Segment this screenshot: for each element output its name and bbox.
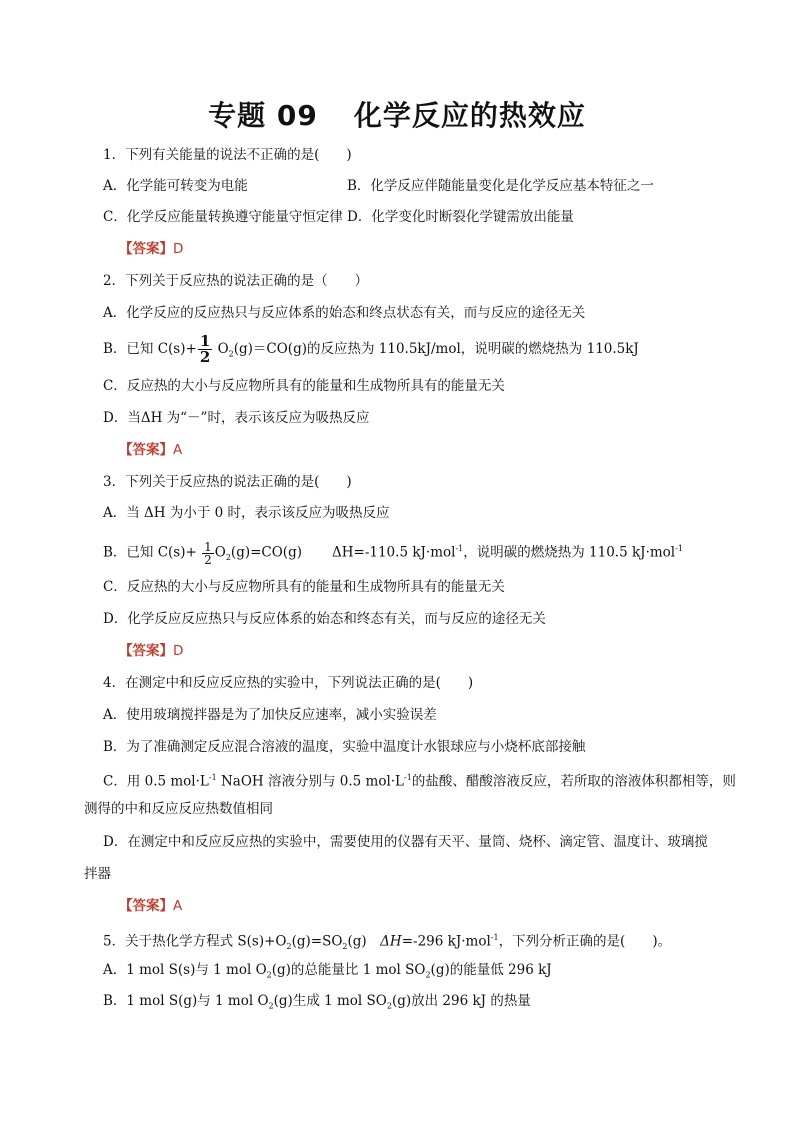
answer-label: 【答案】 xyxy=(119,898,173,914)
q3-answer xyxy=(119,641,183,661)
page-title xyxy=(0,94,794,134)
q1-stem: 1．下列有关能量的说法不正确的是( ) xyxy=(103,147,352,163)
q1-option-a: A．化学能可转变为电能 xyxy=(103,178,248,194)
superscript: -1 xyxy=(404,773,412,782)
q5-option-b xyxy=(103,991,531,1017)
q2-b-text: B．已知 C(s)+ xyxy=(103,341,197,357)
q5-stem-4: =-296 kJ·mol xyxy=(401,933,491,950)
q5-a-2: (g)的总能量比 1 mol SO xyxy=(271,962,426,978)
superscript: -1 xyxy=(675,544,683,553)
superscript: -1 xyxy=(208,773,217,782)
q5-b-2: (g)生成 1 mol SO xyxy=(273,993,387,1009)
q5-stem-3: (g) xyxy=(347,933,381,950)
q1-option-c: C．化学反应能量转换遵守能量守恒定律 xyxy=(103,209,343,225)
q4-c-text-2: NaOH 溶液分别与 0.5 mol·L xyxy=(216,773,405,790)
superscript: -1 xyxy=(455,544,464,553)
fraction-one-half xyxy=(198,334,212,365)
frac-num: 1 xyxy=(199,332,211,350)
q2-answer xyxy=(119,440,182,460)
q5-a-3: (g)的能量低 296 kJ xyxy=(430,962,552,978)
q3-b-text-post: ，说明碳的燃烧热为 110.5 kJ·mol xyxy=(463,544,676,561)
q4-option-b: B．为了准确测定反应混合溶液的温度，实验中温度计水银球应与小烧杯底部接触 xyxy=(103,739,586,755)
q5-stem-2: (g)=SO xyxy=(291,933,343,950)
q5-b-3: (g)放出 296 kJ 的热量 xyxy=(391,993,531,1009)
q4-c-text-1: C．用 0.5 mol·L xyxy=(103,773,209,790)
q3-option-a: A．当 ΔH 为小于 0 时，表示该反应为吸热反应 xyxy=(103,505,390,521)
q2-b-o2: O xyxy=(217,341,229,357)
q4-option-c-cont: 测得的中和反应反应热数值相同 xyxy=(84,801,273,817)
superscript: -1 xyxy=(490,933,499,942)
q2-stem: 2．下列关于反应热的说法正确的是（ ） xyxy=(103,273,369,289)
title-number: 09 xyxy=(276,99,318,132)
q2-option-d: D．当ΔH 为“－”时，表示该反应为吸热反应 xyxy=(103,410,370,426)
q3-option-d: D．化学反应反应热只与反应体系的始态和终态有关，而与反应的途径无关 xyxy=(103,611,546,627)
q4-option-d: D．在测定中和反应反应热的实验中，需要使用的仪器有天平、量筒、烧杯、滴定管、温度计、玻璃搅 xyxy=(103,834,708,850)
q5-a-1: A．1 mol S(s)与 1 mol O xyxy=(103,962,267,978)
q2-option-b xyxy=(103,332,639,372)
q2-b-text-post: (g)＝CO(g)的反应热为 110.5kJ/mol，说明碳的燃烧热为 110.5kJ xyxy=(233,341,639,357)
q5-stem-1: 5．关于热化学方程式 S(s)+O xyxy=(103,933,287,950)
q3-b-text: B．已知 C(s)+ xyxy=(103,544,202,561)
q5-option-a xyxy=(103,960,552,986)
answer-value: D xyxy=(173,241,184,257)
title-prefix: 专题 xyxy=(208,99,267,132)
q3-b-dh: ΔH=-110.5 kJ·mol xyxy=(331,544,456,561)
subscript: 2 xyxy=(266,970,272,980)
q3-option-c: C．反应热的大小与反应物所具有的能量和生成物所具有的能量无关 xyxy=(103,579,505,595)
q2-option-a: A．化学反应的反应热只与反应体系的始态和终点状态有关，而与反应的途径无关 xyxy=(103,305,586,321)
q3-b-eq: (g)=CO(g) xyxy=(230,544,302,561)
answer-value: D xyxy=(173,643,184,659)
q5-stem xyxy=(103,928,671,957)
q5-stem-dh: ΔH xyxy=(380,933,402,950)
frac-den: 2 xyxy=(204,552,212,567)
subscript: 2 xyxy=(286,942,292,952)
subscript: 2 xyxy=(225,553,231,563)
answer-label: 【答案】 xyxy=(119,442,173,458)
q3-stem: 3．下列关于反应热的说法正确的是( ) xyxy=(103,474,352,490)
title-topic: 化学反应的热效应 xyxy=(353,99,586,132)
answer-value: A xyxy=(173,898,183,914)
frac-num: 1 xyxy=(204,539,212,554)
q4-c-text-3: 的盐酸、醋酸溶液反应，若所取的溶液体积都相等，则 xyxy=(411,773,736,790)
q1-option-b: B．化学反应伴随能量变化是化学反应基本特征之一 xyxy=(347,178,654,194)
fraction-one-half xyxy=(202,541,214,566)
subscript: 2 xyxy=(228,349,234,359)
q2-option-c: C．反应热的大小与反应物所具有的能量和生成物所具有的能量无关 xyxy=(103,378,505,394)
subscript: 2 xyxy=(386,1001,392,1011)
q3-b-o2: O xyxy=(214,544,226,561)
q4-answer xyxy=(119,896,182,916)
q4-option-c xyxy=(103,768,736,792)
q5-stem-5: ，下列分析正确的是( )。 xyxy=(498,933,672,950)
frac-den: 2 xyxy=(199,348,211,366)
q5-b-1: B．1 mol S(g)与 1 mol O xyxy=(103,993,269,1009)
q1-answer xyxy=(119,239,183,259)
q4-option-d-cont: 拌器 xyxy=(84,866,111,882)
subscript: 2 xyxy=(342,942,348,952)
answer-value: A xyxy=(173,442,183,458)
subscript: 2 xyxy=(425,970,431,980)
answer-label: 【答案】 xyxy=(119,643,173,659)
subscript: 2 xyxy=(268,1001,274,1011)
answer-label: 【答案】 xyxy=(119,241,173,257)
q3-option-b xyxy=(103,532,683,575)
q4-option-a: A．使用玻璃搅拌器是为了加快反应速率，减小实验误差 xyxy=(103,707,437,723)
q1-option-d: D．化学变化时断裂化学键需放出能量 xyxy=(347,209,574,225)
q4-stem: 4．在测定中和反应反应热的实验中，下列说法正确的是( ) xyxy=(103,675,474,691)
